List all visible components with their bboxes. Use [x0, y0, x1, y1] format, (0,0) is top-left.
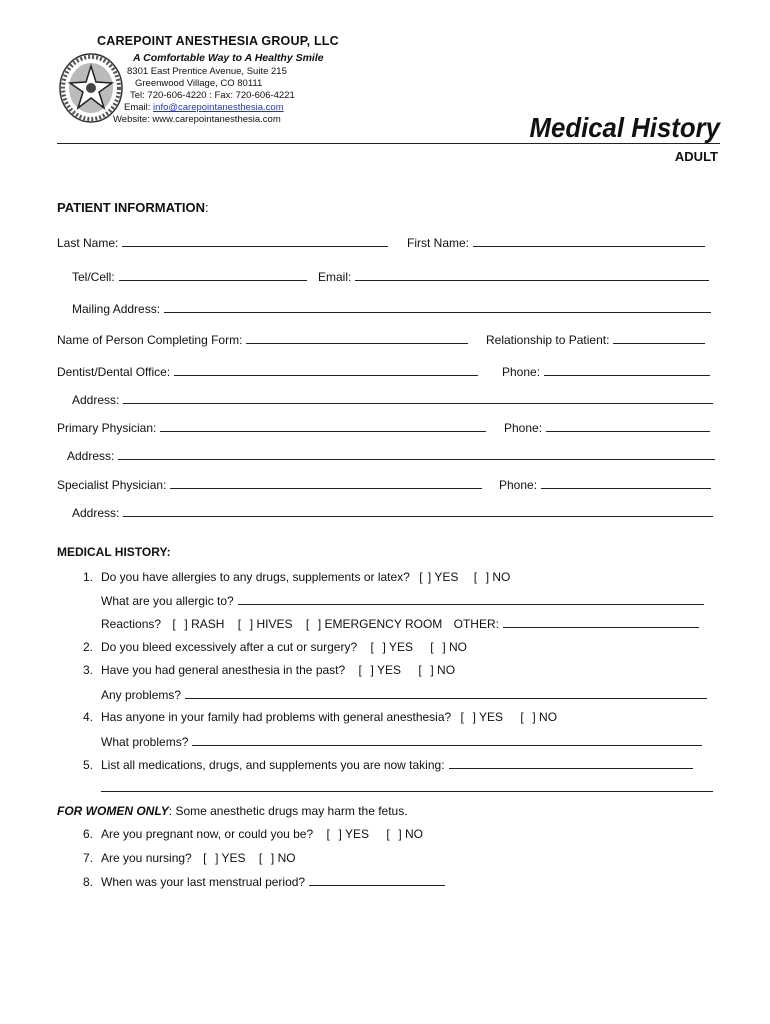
question-4: 4. Has anyone in your family had problems with general anesthesia? [ ] YES [ ] NO — [82, 710, 558, 724]
dentist-address-field[interactable] — [123, 392, 713, 404]
rash-checkbox[interactable]: [ ] RASH — [172, 617, 225, 631]
primary-address-field[interactable] — [118, 448, 715, 460]
first-name-field[interactable] — [473, 235, 705, 247]
q4-yes-checkbox[interactable]: [ ] YES — [460, 710, 504, 724]
reactions-row: Reactions? [ ] RASH [ ] HIVES [ ] EMERGENCY ROOM OTHER: — [101, 616, 703, 631]
dentist-field[interactable] — [174, 364, 478, 376]
question-3-sub: Any problems? — [101, 687, 711, 702]
relationship-row: Relationship to Patient: — [486, 332, 709, 347]
specialist-phone-field[interactable] — [541, 477, 711, 489]
question-8: 8. When was your last menstrual period? — [77, 874, 449, 889]
tel-field[interactable] — [119, 269, 307, 281]
company-phone-fax: Tel: 720-606-4220 : Fax: 720-606-4221 — [130, 90, 295, 101]
specialist-row: Specialist Physician: — [57, 477, 486, 492]
company-logo-icon — [58, 52, 124, 124]
q3-yes-checkbox[interactable]: [ ] YES — [358, 663, 401, 677]
other-reaction-field[interactable] — [503, 616, 699, 628]
specialist-phone-row: Phone: — [499, 477, 715, 492]
company-name: CAREPOINT ANESTHESIA GROUP, LLC — [97, 34, 339, 48]
q1-no-checkbox[interactable]: [ ] NO — [473, 570, 511, 584]
q2-no-checkbox[interactable]: [ ] NO — [430, 640, 467, 654]
women-only-note: FOR WOMEN ONLY: Some anesthetic drugs may harm the fetus. — [57, 804, 408, 818]
q2-yes-checkbox[interactable]: [ ] YES — [370, 640, 413, 654]
patient-info-heading: PATIENT INFORMATION: — [57, 200, 209, 215]
company-email-line — [124, 102, 284, 114]
medical-history-heading: MEDICAL HISTORY: — [57, 545, 171, 559]
company-website: Website: www.carepointanesthesia.com — [113, 114, 281, 125]
email-row: Email: — [318, 269, 713, 284]
company-tagline: A Comfortable Way to A Healthy Smile — [133, 52, 324, 64]
completing-field[interactable] — [246, 332, 468, 344]
question-4-sub: What problems? — [101, 734, 706, 749]
dentist-phone-field[interactable] — [544, 364, 710, 376]
q7-no-checkbox[interactable]: [ ] NO — [258, 851, 296, 865]
q6-yes-checkbox[interactable]: [ ] YES — [326, 827, 369, 841]
email-link[interactable]: info@carepointanesthesia.com — [153, 102, 284, 113]
last-name-row: Last Name: — [57, 235, 392, 250]
allergy-field[interactable] — [238, 593, 704, 605]
completing-row: Name of Person Completing Form: — [57, 332, 472, 347]
q3-no-checkbox[interactable]: [ ] NO — [418, 663, 456, 677]
q6-no-checkbox[interactable]: [ ] NO — [386, 827, 424, 841]
specialist-address-row: Address: — [72, 505, 717, 520]
mailing-row: Mailing Address: — [72, 301, 715, 316]
company-city: Greenwood Village, CO 80111 — [135, 78, 263, 89]
mailing-field[interactable] — [164, 301, 711, 313]
dentist-phone-row: Phone: — [502, 364, 714, 379]
specialist-field[interactable] — [170, 477, 482, 489]
question-3: 3. Have you had general anesthesia in the past? [ ] YES [ ] NO — [82, 663, 456, 677]
q4-no-checkbox[interactable]: [ ] NO — [520, 710, 558, 724]
medications-field-line-2[interactable] — [101, 791, 713, 792]
question-1: 1. Do you have allergies to any drugs, supplements or latex? [ ] YES [ ] NO — [82, 570, 511, 584]
question-7: 7. Are you nursing? [ ] YES [ ] NO — [82, 851, 296, 865]
email-label: Email: — [124, 102, 151, 113]
emergency-room-checkbox[interactable]: [ ] EMERGENCY ROOM — [305, 617, 443, 631]
header-divider — [57, 143, 720, 144]
form-subtitle: ADULT — [674, 149, 718, 164]
primary-phone-field[interactable] — [546, 420, 710, 432]
first-name-row: First Name: — [407, 235, 709, 250]
family-problems-field[interactable] — [192, 734, 702, 746]
tel-row: Tel/Cell: — [72, 269, 311, 284]
primary-row: Primary Physician: — [57, 420, 490, 435]
primary-field[interactable] — [160, 420, 486, 432]
q1-yes-checkbox[interactable]: [ ] YES — [419, 570, 459, 584]
page-title: Medical History — [529, 112, 720, 143]
primary-phone-row: Phone: — [504, 420, 714, 435]
last-name-field[interactable] — [122, 235, 388, 247]
question-5: 5. List all medications, drugs, and supplements you are now taking: — [77, 757, 697, 772]
q7-yes-checkbox[interactable]: [ ] YES — [203, 851, 246, 865]
specialist-address-field[interactable] — [123, 505, 713, 517]
company-street: 8301 East Prentice Avenue, Suite 215 — [127, 66, 287, 77]
dentist-row: Dentist/Dental Office: — [57, 364, 482, 379]
anesthesia-problems-field[interactable] — [185, 687, 707, 699]
primary-address-row: Address: — [67, 448, 719, 463]
question-2: 2. Do you bleed excessively after a cut or surgery? [ ] YES [ ] NO — [82, 640, 467, 654]
dentist-address-row: Address: — [72, 392, 717, 407]
medications-field[interactable] — [449, 757, 693, 769]
relationship-field[interactable] — [613, 332, 705, 344]
question-6: 6. Are you pregnant now, or could you be? [ ] YES [ ] NO — [82, 827, 424, 841]
menstrual-period-field[interactable] — [309, 874, 445, 886]
question-1-sub: What are you allergic to? — [101, 593, 708, 608]
email-field[interactable] — [355, 269, 709, 281]
hives-checkbox[interactable]: [ ] HIVES — [237, 617, 293, 631]
